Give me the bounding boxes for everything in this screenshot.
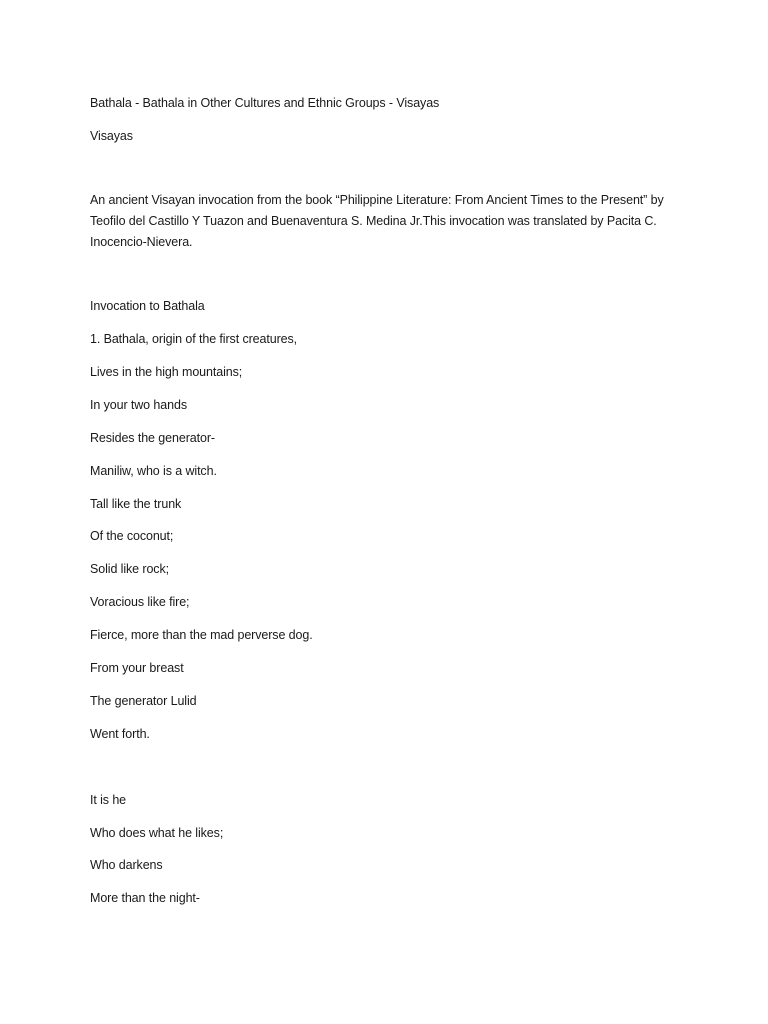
poem-line: Who does what he likes;: [90, 826, 224, 840]
document-title: Bathala - Bathala in Other Cultures and Ethnic Groups - Visayas: [90, 96, 440, 110]
poem-line: Went forth.: [90, 727, 150, 741]
poem-line: Voracious like fire;: [90, 595, 190, 609]
poem-line: Of the coconut;: [90, 529, 174, 543]
poem-line: Tall like the trunk: [90, 497, 182, 511]
poem-line: Resides the generator-: [90, 431, 215, 445]
poem-line: It is he: [90, 793, 127, 807]
poem-line: More than the night-: [90, 891, 200, 905]
poem-line: Lives in the high mountains;: [90, 365, 243, 379]
poem-line: Maniliw, who is a witch.: [90, 464, 217, 478]
poem-line: The generator Lulid: [90, 694, 197, 708]
section-heading: Visayas: [90, 129, 133, 143]
poem-line: Fierce, more than the mad perverse dog.: [90, 628, 313, 642]
poem-line: 1. Bathala, origin of the first creatures,: [90, 332, 298, 346]
poem-line: Who darkens: [90, 858, 163, 872]
intro-paragraph: An ancient Visayan invocation from the book “Philippine Literature: From Ancient Times to the Present” by Teofilo del Castillo Y Tuazon and Buenaventura S. Medina Jr.This invocation was translated by Pacita C. Inocencio-Nievera.: [90, 193, 664, 249]
poem-line: Solid like rock;: [90, 562, 169, 576]
poem-line: In your two hands: [90, 398, 187, 412]
poem-title: Invocation to Bathala: [90, 299, 205, 313]
poem-line: From your breast: [90, 661, 184, 675]
